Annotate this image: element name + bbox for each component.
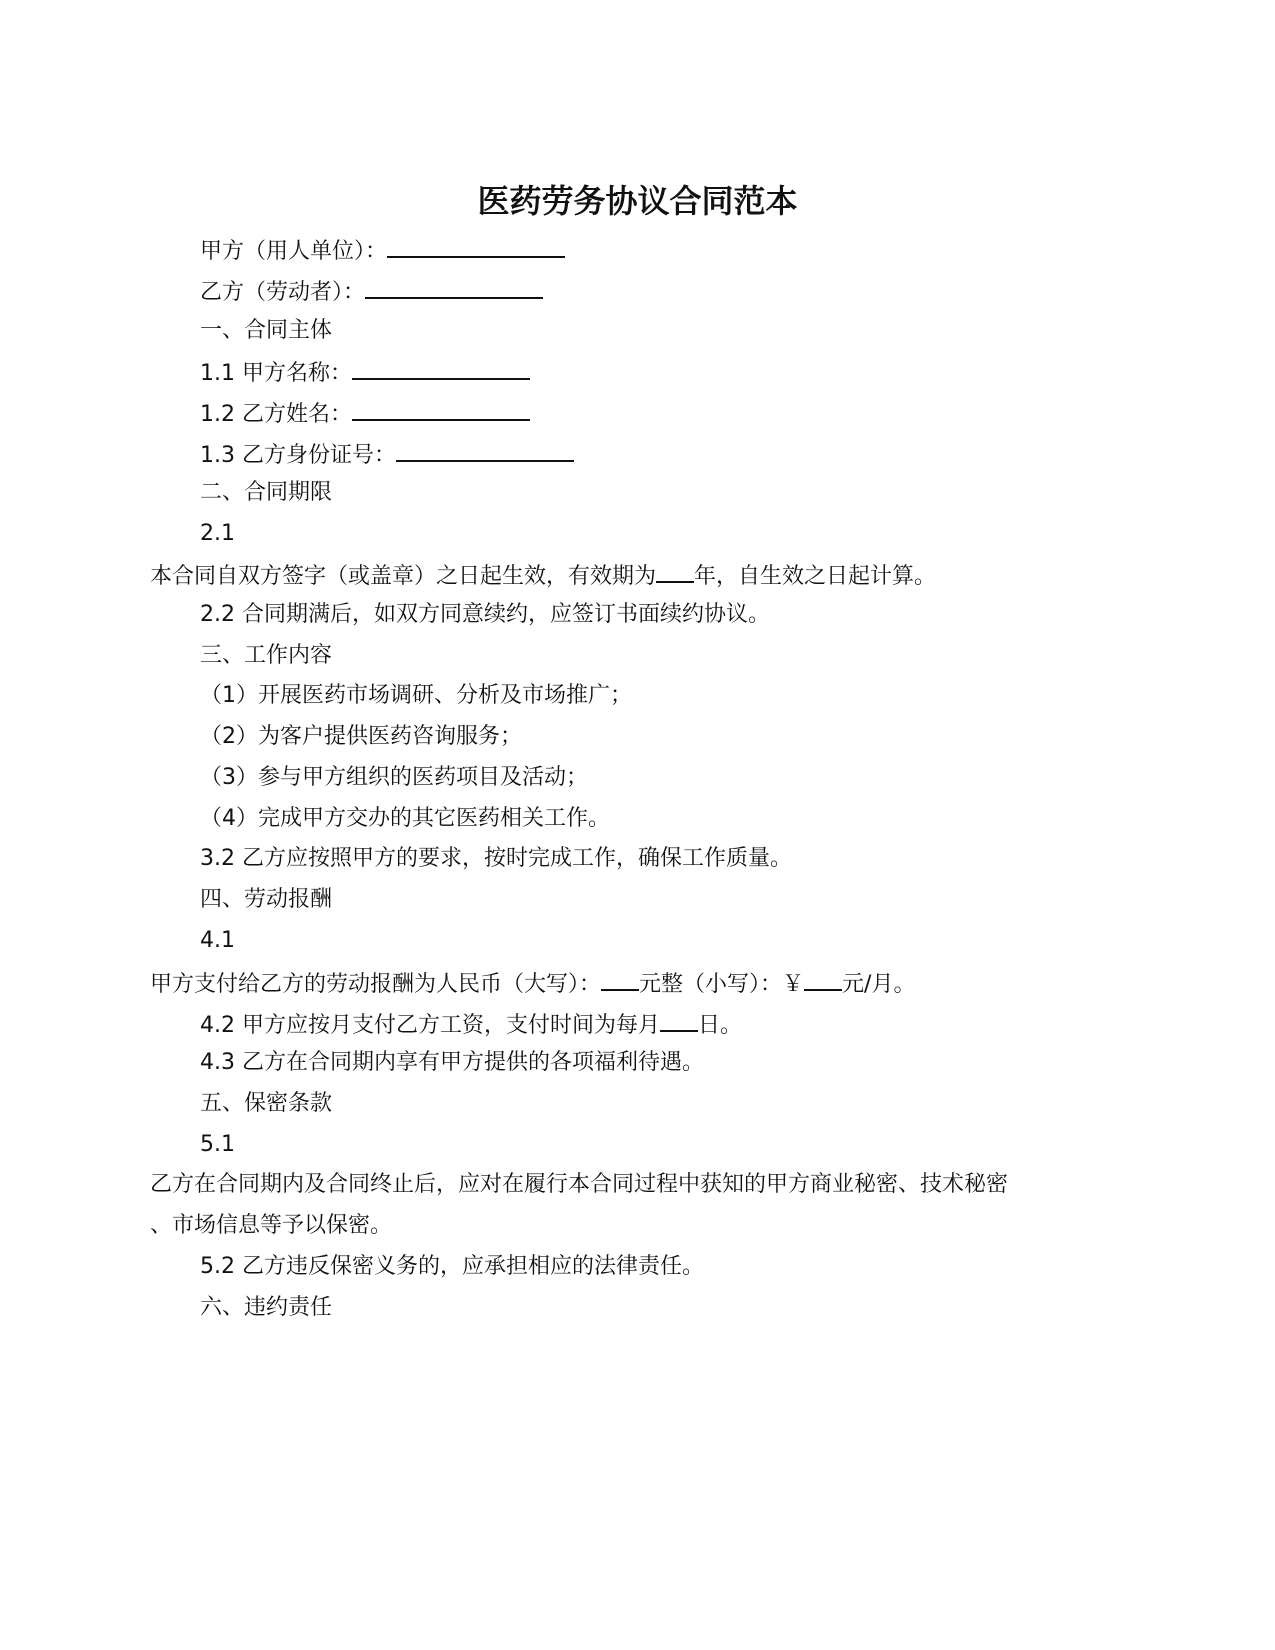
clause-text: 本合同自双方签字（或盖章）之日起生效，有效期为 bbox=[150, 564, 657, 589]
party-b-line bbox=[200, 275, 543, 308]
clause-text: 甲方支付给乙方的劳动报酬为人民币（大写）： bbox=[150, 972, 602, 997]
blank-field[interactable] bbox=[352, 397, 530, 421]
clause-text: 元/月。 bbox=[842, 972, 916, 997]
section-heading: 五、保密条款 bbox=[200, 1091, 333, 1116]
list-item: （4）完成甲方交办的其它医药相关工作。 bbox=[200, 806, 610, 831]
clause-line bbox=[150, 559, 936, 592]
party-a-line bbox=[200, 234, 565, 267]
party-a-label: 甲方（用人单位）： bbox=[200, 239, 388, 264]
blank-field[interactable] bbox=[656, 559, 694, 583]
section-heading: 六、违约责任 bbox=[200, 1295, 333, 1320]
section-heading: 二、合同期限 bbox=[200, 480, 333, 505]
clause-number: 5.1 bbox=[200, 1132, 235, 1157]
clause-text: 1.1 甲方名称： bbox=[200, 361, 352, 386]
clause-text: 1.3 乙方身份证号： bbox=[200, 443, 396, 468]
clause-line: 5.2 乙方违反保密义务的，应承担相应的法律责任。 bbox=[200, 1254, 704, 1279]
clause-line: 、市场信息等予以保密。 bbox=[150, 1213, 393, 1238]
clause-line bbox=[150, 967, 915, 1000]
party-b-label: 乙方（劳动者）： bbox=[200, 280, 366, 305]
list-item: （3）参与甲方组织的医药项目及活动； bbox=[200, 765, 588, 790]
clause-line bbox=[200, 397, 530, 430]
blank-field[interactable] bbox=[352, 356, 530, 380]
clause-line: 3.2 乙方应按照甲方的要求，按时完成工作，确保工作质量。 bbox=[200, 846, 792, 871]
clause-line: 2.2 合同期满后，如双方同意续约，应签订书面续约协议。 bbox=[200, 602, 770, 627]
clause-text: 1.2 乙方姓名： bbox=[200, 402, 352, 427]
clause-text: 元整（小写）：￥ bbox=[639, 972, 805, 997]
list-item: （2）为客户提供医药咨询服务； bbox=[200, 724, 522, 749]
blank-field[interactable] bbox=[804, 967, 842, 991]
blank-field[interactable] bbox=[660, 1008, 698, 1032]
section-heading: 一、合同主体 bbox=[200, 318, 333, 343]
clause-text: 日。 bbox=[697, 1013, 742, 1038]
clause-line: 乙方在合同期内及合同终止后，应对在履行本合同过程中获知的甲方商业秘密、技术秘密 bbox=[150, 1172, 1009, 1197]
clause-line bbox=[200, 1008, 742, 1041]
clause-line bbox=[200, 438, 574, 471]
section-heading: 三、工作内容 bbox=[200, 643, 333, 668]
clause-line bbox=[200, 356, 530, 389]
blank-field[interactable] bbox=[396, 438, 574, 462]
page-title: 医药劳务协议合同范本 bbox=[477, 182, 798, 220]
clause-number: 4.1 bbox=[200, 928, 235, 953]
clause-text: 年，自生效之日起计算。 bbox=[694, 564, 937, 589]
clause-line: 4.3 乙方在合同期内享有甲方提供的各项福利待遇。 bbox=[200, 1050, 704, 1075]
clause-number: 2.1 bbox=[200, 521, 235, 546]
blank-field[interactable] bbox=[387, 234, 565, 258]
blank-field[interactable] bbox=[365, 275, 543, 299]
blank-field[interactable] bbox=[601, 967, 639, 991]
section-heading: 四、劳动报酬 bbox=[200, 887, 333, 912]
clause-text: 4.2 甲方应按月支付乙方工资，支付时间为每月 bbox=[200, 1013, 660, 1038]
list-item: （1）开展医药市场调研、分析及市场推广； bbox=[200, 683, 632, 708]
